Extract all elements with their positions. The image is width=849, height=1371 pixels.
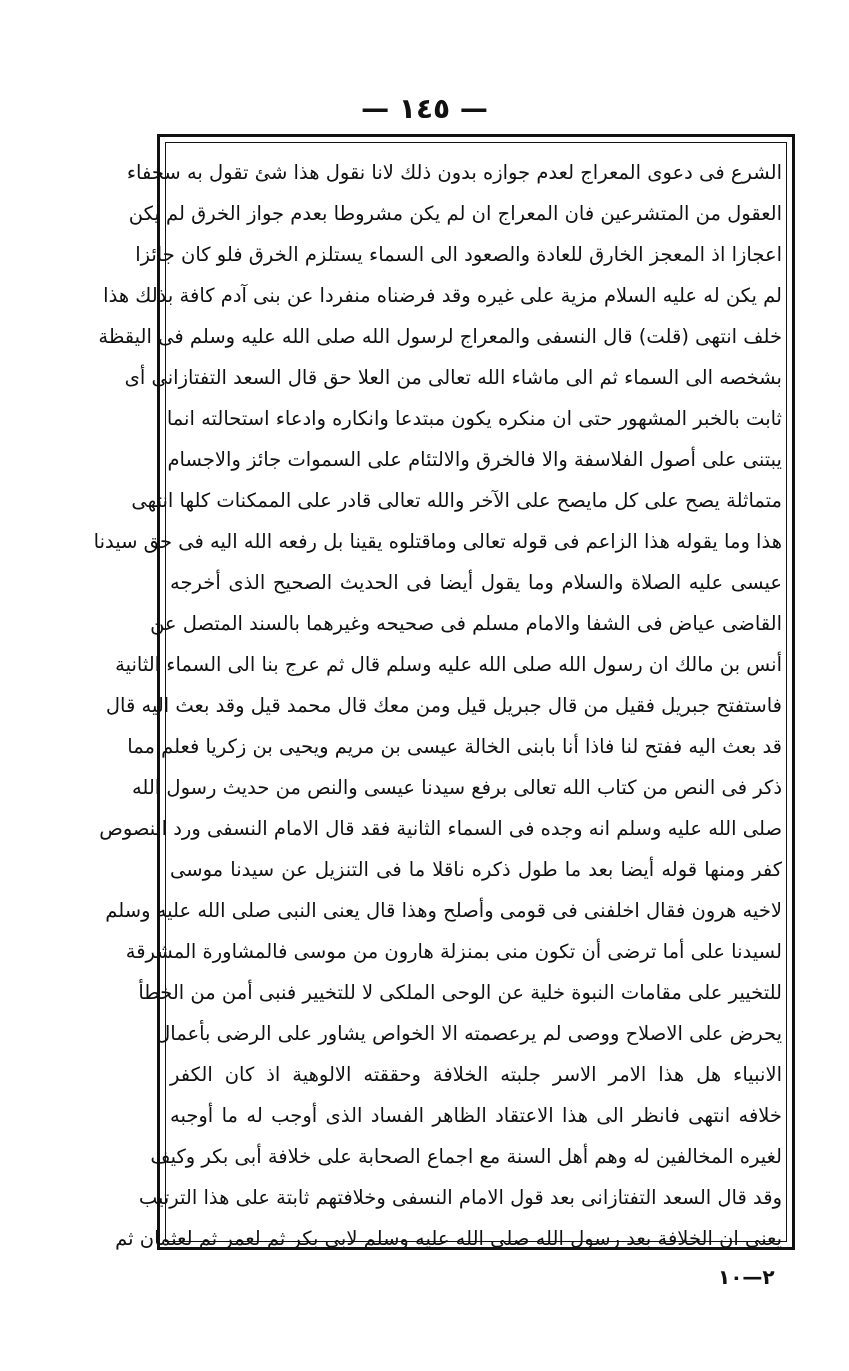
text-line: عيسى عليه الصلاة والسلام وما يقول أيضا فى الحديث الصحيح الذى أخرجه [170,571,782,594]
text-line: القاضى عياض فى الشفا والامام مسلم فى صحيحه وغيرهما بالسند المتصل عن [150,612,782,635]
text-line: أنس بن مالك ان رسول الله صلى الله عليه وسلم قال ثم عرج بنا الى السماء الثانية [115,653,782,676]
text-line: متماثلة يصح على كل مايصح على الآخر والله تعالى قادر على الممكنات كلها انتهى [131,489,782,512]
text-line: العقول من المتشرعين فان المعراج ان لم يكن مشروطا بعدم جواز الخرق لم يكن [128,202,782,225]
text-line: صلى الله عليه وسلم انه وجده فى السماء الثانية فقد قال الامام النسفى ورد النصوص [99,817,782,840]
text-body [93,152,782,1250]
text-line: لسيدنا على أما ترضى أن تكون منى بمنزلة هارون من موسى فالمشاورة المشرقة [125,940,782,963]
text-line: لم يكن له عليه السلام مزية على غيره وقد فرضناه منفردا عن بنى آدم كافة بذلك هذا [103,284,782,307]
text-line: الشرع فى دعوى المعراج لعدم جوازه بدون ذلك لانا نقول هذا شئ تقول به سخفاء [126,161,782,184]
text-line: هذا وما يقوله هذا الزاعم فى قوله تعالى وماقتلوه يقينا بل رفعه الله اليه فى حق سيدنا [93,530,782,553]
text-line: للتخيير على مقامات النبوة خلية عن الوحى الملكى لا للتخيير فنبى أمن من الخطأ [138,981,782,1004]
text-line: فاستفتح جبريل فقيل من قال جبريل قيل ومن معك قال محمد قيل وقد بعث اليه قال [105,694,782,717]
printer-signature-mark: ٢—١٠ [718,1265,775,1289]
text-line: ذكر فى النص من كتاب الله تعالى برفع سيدنا عيسى والنص من حديث رسول الله [131,776,782,799]
text-line: كفر ومنها قوله أيضا بعد ما طول ذكره ناقلا ما فى التنزيل عن سيدنا موسى [170,858,782,881]
text-line: يعنى ان الخلافة بعد رسول الله صلى الله عليه وسلم لابى بكر ثم لعمر ثم لعثمان ثم [115,1227,782,1250]
text-line: لاخيه هرون فقال اخلفنى فى قومى وأصلح وهذا قال يعنى النبى صلى الله عليه وسلم [105,899,782,922]
text-line: لغيره المخالفين له وهم أهل السنة مع اجماع الصحابة على خلافة أبى بكر وكيف [150,1145,782,1168]
text-line: قد بعث اليه ففتح لنا فاذا أنا بابنى الخالة عيسى بن مريم ويحيى بن زكريا فعلم مما [127,735,782,758]
text-line: ثابت بالخبر المشهور حتى ان منكره يكون مبتدعا وانكاره وادعاء استحالته انما [166,407,782,430]
text-line: وقد قال السعد التفتازانى بعد قول الامام النسفى وخلافتهم ثابتة على هذا الترتيب [138,1186,782,1209]
text-line: خلافه انتهى فانظر الى هذا الاعتقاد الظاهر الفساد الذى أوجب له ما أوجبه [170,1104,782,1127]
text-line: اعجازا اذ المعجز الخارق للعادة والصعود الى السماء يستلزم الخرق فلو كان جائزا [135,243,782,266]
page-number: — ١٤٥ — [361,92,488,125]
text-line: يحرض على الاصلاح ووصى لم يرعصمته الا الخواص يشاور على الرضى بأعمال [156,1022,782,1045]
text-line: بشخصه الى السماء ثم الى ماشاء الله تعالى من العلا حق قال السعد التفتازانى أى [124,366,782,389]
text-line: خلف انتهى (قلت) قال النسفى والمعراج لرسول الله صلى الله عليه وسلم فى اليقظة [98,325,782,348]
text-line: يبتنى على أصول الفلاسفة والا فالخرق والالتئام على السموات جائز والاجسام [167,448,782,471]
text-line: الانبياء هل هذا الامر الاسر جلبته الخلافة وحققته الالوهية اذ كان الكفر [170,1063,782,1086]
